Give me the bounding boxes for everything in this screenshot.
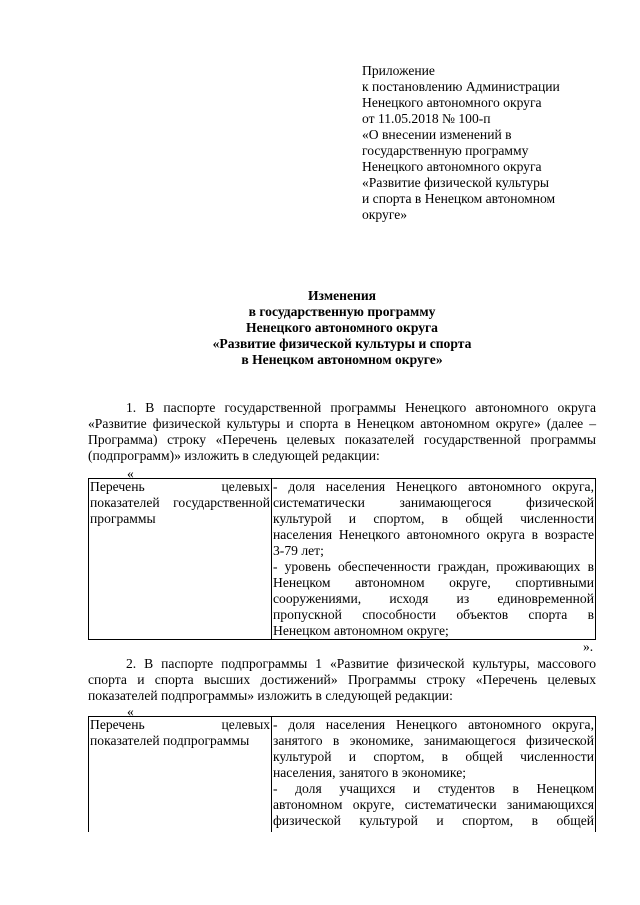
appendix-line: «Развитие физической культуры — [362, 175, 550, 190]
cell-line: занятого в экономике, занимающегося физической — [273, 733, 594, 748]
appendix-line: и спорта в Ненецком автономном — [362, 191, 556, 206]
cell-line: показателей государственной — [90, 495, 270, 510]
table-row — [89, 717, 596, 833]
table-row — [89, 479, 596, 640]
cell-line: - доля населения Ненецкого автономного округа, — [273, 479, 594, 494]
cell-line: показателей подпрограммы — [90, 733, 250, 748]
cell-line: 3-79 лет; — [273, 543, 324, 558]
appendix-line: к постановлению Администрации — [362, 79, 560, 94]
open-quote-mark: « — [127, 466, 134, 481]
cell-line: Перечень целевых — [90, 479, 270, 494]
targets-table-subprogram — [88, 716, 596, 832]
cell-line: культурой и спортом, в общей численности — [273, 511, 594, 526]
cell-line: - доля населения Ненецкого автономного округа, — [273, 717, 594, 732]
cell-line: Ненецком автономном округе; — [273, 623, 449, 638]
title-line: Ненецкого автономного округа — [246, 320, 438, 335]
cell-line-blank — [273, 829, 594, 832]
title-line: «Развитие физической культуры и спорта — [212, 336, 472, 351]
open-quote-mark: « — [127, 704, 134, 719]
cell-line: Перечень целевых — [90, 717, 270, 732]
cell-line: - доля учащихся и студентов в Ненецком — [273, 781, 594, 796]
section-1-paragraph — [88, 400, 596, 464]
cell-line: населения Ненецкого автономного округа в возрасте — [273, 527, 594, 542]
appendix-line: «О внесении изменений в — [362, 127, 512, 142]
paragraph-line: Программа) строку «Перечень целевых показателей государственной программы — [88, 432, 596, 447]
document-title — [88, 288, 596, 368]
cell-line: культурой и спортом, в общей численности — [273, 749, 594, 764]
paragraph-line: 1. В паспорте государственной программы Ненецкого автономного округа — [126, 400, 596, 415]
appendix-line: округе» — [362, 207, 408, 222]
cell-line: сооружениями, исходя из единовременной — [273, 591, 594, 606]
paragraph-line: спорта и спорта высших достижений» Программы строку «Перечень целевых — [88, 672, 596, 687]
appendix-line: государственную программу — [362, 143, 529, 158]
appendix-line: Приложение — [362, 63, 435, 78]
table-cell-value — [272, 717, 596, 833]
title-line: в государственную программу — [248, 304, 436, 319]
cell-line: пропускной способности объектов спорта в — [273, 607, 594, 622]
paragraph-line: 2. В паспорте подпрограммы 1 «Развитие физической культуры, массового — [126, 656, 596, 671]
table-cell-label — [89, 717, 272, 833]
cell-line: Ненецком автономном округе, спортивными — [273, 575, 594, 590]
cell-line: систематически занимающегося физической — [273, 495, 594, 510]
appendix-header — [362, 63, 612, 223]
title-line: в Ненецком автономном округе» — [241, 352, 443, 367]
paragraph-line: «Развитие физической культуры и спорта в Ненецком автономном округе» (далее – — [88, 416, 596, 431]
table-cell-value — [272, 479, 596, 640]
close-quote-mark: ». — [583, 639, 594, 654]
targets-table-subprogram-wrap — [88, 716, 598, 832]
title-line: Изменения — [307, 288, 377, 303]
appendix-line: Ненецкого автономного округа — [362, 159, 542, 174]
paragraph-line: (подпрограмм)» изложить в следующей редакции: — [88, 448, 380, 463]
paragraph-line: показателей подпрограммы» изложить в следующей редакции: — [88, 688, 453, 703]
section-2-paragraph — [88, 656, 596, 704]
table-cell-label — [89, 479, 272, 640]
cell-line: автономном округе, систематически занимающихся — [273, 797, 594, 812]
cell-line: физической культурой и спортом, в общей — [273, 813, 594, 828]
cell-line: населения, занятого в экономике; — [273, 765, 467, 780]
cell-line: программы — [90, 511, 156, 526]
cell-line: - уровень обеспеченности граждан, проживающих в — [273, 559, 594, 574]
targets-table-program — [88, 478, 596, 640]
appendix-line: Ненецкого автономного округа — [362, 95, 542, 110]
appendix-line: от 11.05.2018 № 100-п — [362, 111, 491, 126]
